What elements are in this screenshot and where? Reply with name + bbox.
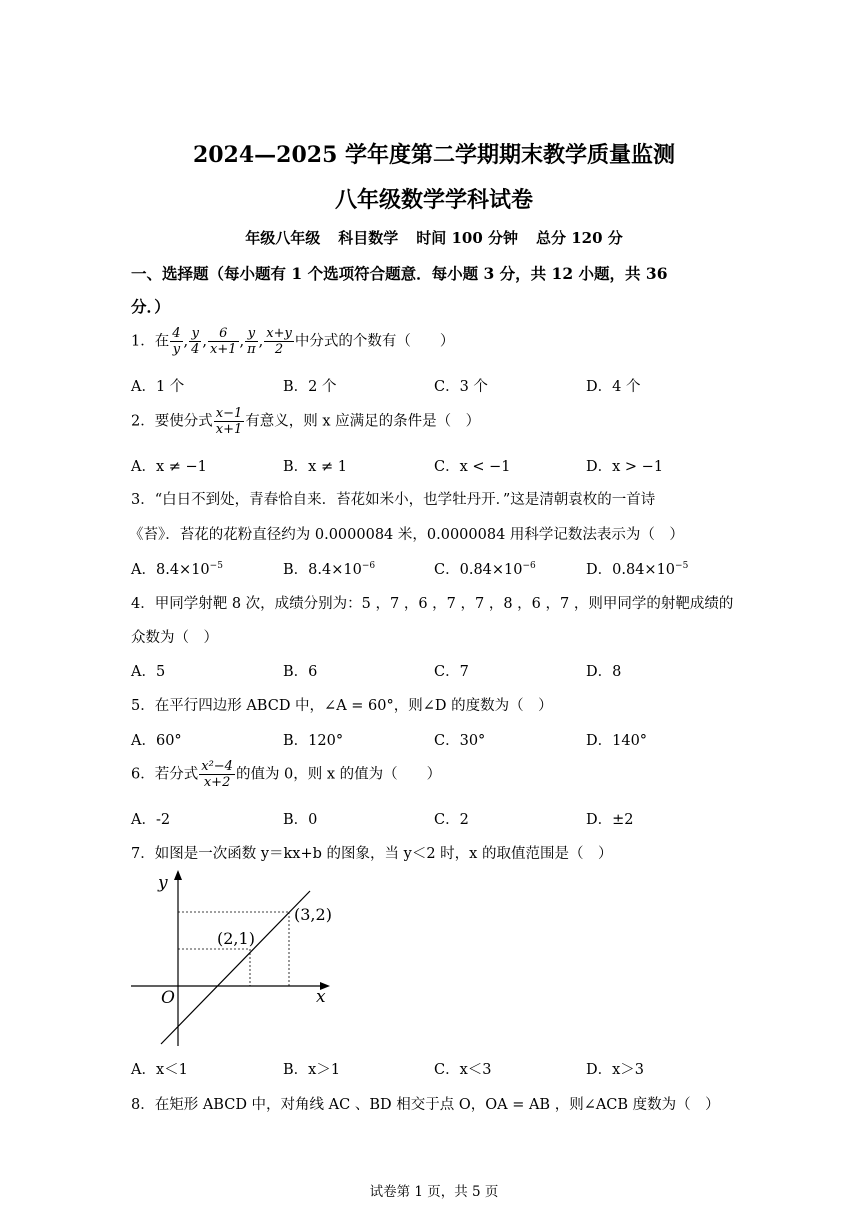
q6-option-c: C．2 xyxy=(434,812,469,828)
origin-label: O xyxy=(161,988,175,1008)
q1-option-d: D．4 个 xyxy=(586,379,641,395)
function-line xyxy=(161,891,310,1044)
info-subject: 科目数学 xyxy=(338,229,399,247)
q2-option-c: C．x < −1 xyxy=(434,459,511,475)
q5-option-b: B．120° xyxy=(283,733,344,749)
q5-option-d: D．140° xyxy=(586,733,648,749)
point-label-3-2: (3,2) xyxy=(294,905,332,924)
q3-line2: 《苔》．苔花的花粉直径约为 0.0000084 米，0.0000084 用科学记数法表示为（ ） xyxy=(129,527,684,543)
q4-option-c: C．7 xyxy=(434,664,469,680)
q1-frac-4: $\frac{y}{\pi}$ xyxy=(247,326,256,357)
exam-title: 2024—2025 学年度第二学期期末教学质量监测 xyxy=(192,142,676,168)
q3-option-d: D．$0.84\times 10^{-5}$ xyxy=(586,561,689,578)
q1-frac-5: $\frac{x+y}{2}$ xyxy=(266,326,292,357)
q1-option-c: C．3 个 xyxy=(434,379,488,395)
info-score: 总分 120 分 xyxy=(536,229,623,247)
q5-option-c: C．30° xyxy=(434,733,486,749)
q3-option-c: C．$0.84\times 10^{-6}$ xyxy=(434,561,536,578)
q6-frac: $\frac{\text{x²−4}}{x+2}$ xyxy=(201,759,233,790)
q1-prefix: 1．在 xyxy=(131,333,170,350)
q7-option-b: B．x＞1 xyxy=(283,1062,341,1078)
q6-prefix: 6．若分式 xyxy=(131,766,199,783)
info-grade: 年级八年级 xyxy=(245,229,321,247)
q5-option-a: A．60° xyxy=(131,733,182,749)
q2-prefix: 2．要使分式 xyxy=(131,413,213,430)
question-2 xyxy=(131,406,480,437)
q2-option-b: B．x ≠ 1 xyxy=(283,459,347,475)
q4-line1: 4．甲同学射靶 8 次，成绩分别为：5 ，7 ，6 ，7 ，7 ，8 ，6 ，7 ，则甲同学的射靶成绩的 xyxy=(131,596,734,612)
q1-frac-3: $\frac{6}{x+1}$ xyxy=(210,326,237,357)
q7-option-c: C．x＜3 xyxy=(434,1062,492,1078)
q4-option-d: D．8 xyxy=(586,664,622,680)
question-8: 8．在矩形 ABCD 中，对角线 AC 、BD 相交于点 O，OA = AB ，则∠ACB 度数为（ ） xyxy=(131,1097,720,1113)
info-time: 时间 100 分钟 xyxy=(416,229,519,247)
question-5: 5．在平行四边形 ABCD 中，∠A = 60°，则∠D 的度数为（ ） xyxy=(131,698,553,714)
q2-option-d: D．x > −1 xyxy=(586,459,664,475)
q1-option-b: B．2 个 xyxy=(283,379,337,395)
q2-option-a: A．x ≠ −1 xyxy=(131,459,207,475)
x-axis-label: x xyxy=(316,987,326,1007)
q3-line1: 3．“白日不到处，青春恰自来．苔花如米小，也学牡丹开．”这是清朝袁枚的一首诗 xyxy=(131,492,656,508)
q1-option-a: A．1 个 xyxy=(131,379,185,395)
page-footer: 试卷第 1 页，共 5 页 xyxy=(369,1184,499,1200)
question-7: 7．如图是一次函数 y＝kx+b 的图象，当 y＜2 时，x 的取值范围是（ ） xyxy=(131,846,613,862)
y-axis-arrow-icon xyxy=(174,870,182,880)
q6-option-a: A．-2 xyxy=(131,812,171,828)
q3-option-a: A．$8.4\times 10^{-5}$ xyxy=(131,561,223,578)
question-1: 1．在 $\frac{4}{y}$ , $\frac{y}{4}$ , $\frac{6}{x+1}$ , $\frac{y}{\pi}$ , $\frac{x+y}{2}$ 中分式的个数有（ ） xyxy=(131,326,455,357)
q1-frac-1: $\frac{4}{y}$ xyxy=(172,326,181,357)
section-heading-line1: 一、选择题（每小题有 1 个选项符合题意．每小题 3 分，共 12 小题，共 36 xyxy=(131,264,668,283)
q4-line2: 众数为（ ） xyxy=(131,630,218,646)
q7-option-a: A．x＜1 xyxy=(131,1062,188,1078)
q3-option-b: B．$8.4\times 10^{-6}$ xyxy=(283,561,376,578)
q7-option-d: D．x＞3 xyxy=(586,1062,645,1078)
q4-option-a: A．5 xyxy=(131,664,166,680)
q6-option-d: D．±2 xyxy=(586,812,634,828)
y-axis-label: y xyxy=(158,873,168,893)
exam-info xyxy=(0,227,868,248)
q1-frac-2: $\frac{y}{4}$ xyxy=(191,326,200,357)
q4-option-b: B．6 xyxy=(283,664,318,680)
q2-suffix: 有意义，则 x 应满足的条件是（ ） xyxy=(245,413,481,430)
q7-function-graph xyxy=(128,868,340,1048)
question-6 xyxy=(131,759,441,790)
q2-frac: $\frac{x-1}{x+1}$ xyxy=(215,406,243,437)
point-label-2-1: (2,1) xyxy=(217,929,255,948)
q6-suffix: 的值为 0，则 x 的值为（ ） xyxy=(235,766,442,783)
q1-suffix: 中分式的个数有（ ） xyxy=(294,333,455,350)
section-heading-line2: 分．） xyxy=(131,297,170,316)
exam-subtitle: 八年级数学学科试卷 xyxy=(334,187,533,213)
q6-option-b: B．0 xyxy=(283,812,318,828)
